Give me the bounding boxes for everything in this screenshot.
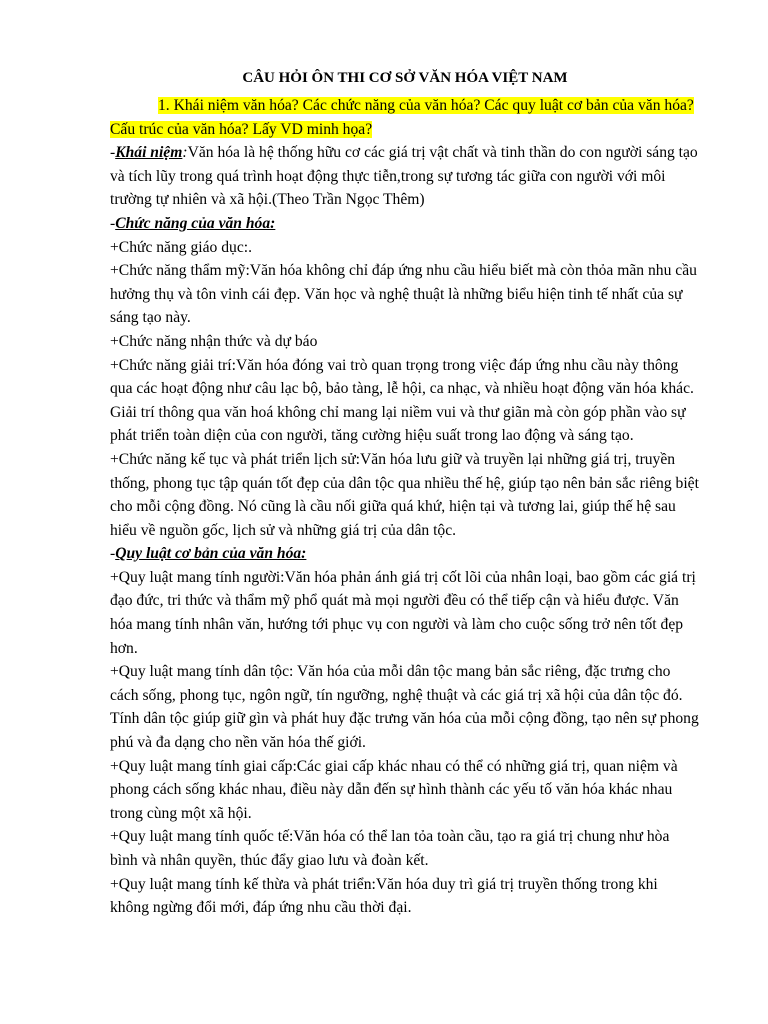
function-item: +Chức năng nhận thức và dự báo	[110, 332, 318, 350]
question-1	[110, 94, 700, 141]
function-item: +Chức năng giải trí:Văn hóa đóng vai trò quan trọng trong việc đáp ứng nhu cầu này thông qua các hoạt động như câu lạc bộ, bảo tàng, lễ hội, ca nhạc, và nhiều hoạt động văn hóa khác. Giải trí thông qua văn hoá không chỉ mang lại niềm vui và thư giãn mà còn góp phần vào sự phát triển toàn diện của con người, tăng cường hiệu suất trong lao động và sáng tạo.	[110, 356, 694, 445]
concept-colon: :	[182, 144, 188, 162]
law-item: +Quy luật mang tính giai cấp:Các giai cấp khác nhau có thể có những giá trị, quan niệm và phong cách sống khác nhau, điều này dẫn đến sự hình thành các yếu tố văn hóa khác nhau trong cùng một xã hội.	[110, 757, 678, 822]
concept-text: Văn hóa là hệ thống hữu cơ các giá trị vật chất và tinh thần do con người sáng tạo và tích lũy trong quá trình hoạt động thực tiễn,trong sự tương tác giữa con người với môi trường tự nhiên và xã hội.(Theo Trần Ngọc Thêm)	[110, 144, 698, 209]
law-item: +Quy luật mang tính dân tộc: Văn hóa của mỗi dân tộc mang bản sắc riêng, đặc trưng cho cách sống, phong tục, ngôn ngữ, tín ngưỡng, nghệ thuật và các giá trị xã hội của dân tộc đó. Tính dân tộc giúp giữ gìn và phát huy đặc trưng văn hóa của mỗi cộng đồng, tạo nên sự phong phú và đa dạng cho nền văn hóa thế giới.	[110, 663, 699, 752]
functions-heading-line	[110, 212, 700, 236]
concept-paragraph	[110, 141, 700, 212]
concept-prefix: -	[110, 144, 116, 162]
law-item: +Quy luật mang tính người:Văn hóa phản ánh giá trị cốt lõi của nhân loại, bao gồm các giá trị đạo đức, tri thức và thẩm mỹ phổ quát mà mọi người đều có thể tiếp cận và hiểu được. Văn hóa mang tính nhân văn, hướng tới phục vụ con người và làm cho cuộc sống trở nên tốt đẹp hơn.	[110, 568, 696, 657]
question-1-highlight: 1. Khái niệm văn hóa? Các chức năng của văn hóa? Các quy luật cơ bản của văn hóa? Cấu trúc của văn hóa? Lấy VD minh họa?	[110, 97, 694, 138]
laws-prefix: -	[110, 545, 116, 563]
document-body	[110, 67, 700, 920]
function-item: +Chức năng kế tục và phát triển lịch sử:Văn hóa lưu giữ và truyền lại những giá trị, truyền thống, phong tục tập quán tốt đẹp của dân tộc qua nhiều thế hệ, giúp tạo nên bản sắc riêng biệt cho mỗi cộng đồng. Nó cũng là cầu nối giữa quá khứ, hiện tại và tương lai, giúp thế hệ sau hiểu về nguồn gốc, lịch sử và những giá trị của dân tộc.	[110, 450, 699, 539]
function-item: +Chức năng giáo dục:.	[110, 238, 252, 256]
functions-prefix: -	[110, 214, 116, 232]
function-item: +Chức năng thẩm mỹ:Văn hóa không chỉ đáp ứng nhu cầu hiểu biết mà còn thỏa mãn nhu cầu hưởng thụ và tôn vinh cái đẹp. Văn học và nghệ thuật là những biểu hiện tinh tế nhất của sự sáng tạo này.	[110, 262, 697, 327]
laws-heading-line	[110, 542, 700, 566]
functions-heading: Chức năng của văn hóa:	[115, 214, 276, 232]
laws-heading: Quy luật cơ bản của văn hóa:	[115, 545, 307, 563]
law-item: +Quy luật mang tính quốc tế:Văn hóa có thể lan tỏa toàn cầu, tạo ra giá trị chung như hòa bình và nhân quyền, thúc đẩy giao lưu và đoàn kết.	[110, 828, 670, 869]
document-title: CÂU HỎI ÔN THI CƠ SỞ VĂN HÓA VIỆT NAM	[242, 70, 568, 86]
law-item: +Quy luật mang tính kế thừa và phát triển:Văn hóa duy trì giá trị truyền thống trong khi không ngừng đổi mới, đáp ứng nhu cầu thời đại.	[110, 875, 658, 917]
concept-heading: Khái niệm	[115, 144, 183, 162]
